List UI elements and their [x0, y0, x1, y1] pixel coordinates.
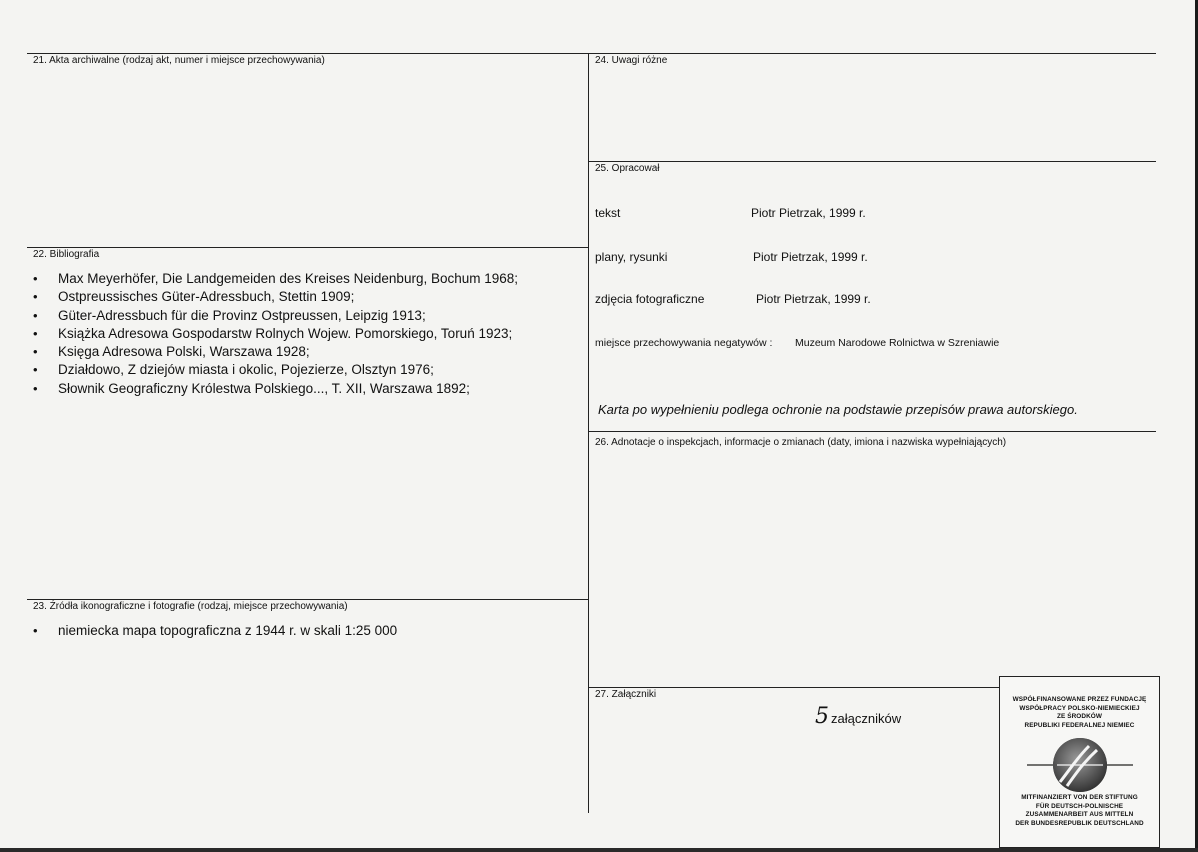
logo-bottom-line: MITFINANZIERT VON DER STIFTUNG — [1021, 794, 1138, 801]
rule-22 — [27, 247, 589, 248]
center-divider — [588, 53, 589, 813]
logo-top-line: WSPÓŁPRACY POLSKO-NIEMIECKIEJ — [1019, 704, 1140, 712]
list-item: • Księga Adresowa Polski, Warszawa 1928; — [32, 343, 518, 361]
rule-25 — [589, 161, 1156, 162]
logo-bottom-line: ZUSAMMENARBEIT AUS MITTELN — [1025, 811, 1134, 818]
author-row-text-value: Piotr Pietrzak, 1999 r. — [751, 206, 866, 220]
section-27-label: 27. Załączniki — [595, 689, 657, 700]
bibliography-list — [32, 270, 518, 398]
list-item: • niemiecka mapa topograficzna z 1944 r. w skali 1:25 000 — [32, 622, 397, 640]
section-24-label: 24. Uwagi różne — [595, 55, 668, 66]
negatives-label: miejsce przechowywania negatywów : — [595, 337, 773, 349]
copyright-note: Karta po wypełnieniu podlega ochronie na podstawie przepisów prawa autorskiego. — [598, 402, 1078, 417]
rule-23 — [27, 599, 589, 600]
logo-top-line: ZE ŚRODKÓW — [1056, 713, 1103, 720]
iconography-list — [32, 622, 397, 640]
top-rule — [27, 53, 1156, 54]
bridge-emblem-icon — [1027, 734, 1133, 796]
section-23-label: 23. Źródła ikonograficzne i fotografie (rodzaj, miejsce przechowywania) — [33, 601, 348, 612]
logo-top-line: REPUBLIKI FEDERALNEJ NIEMIEC — [1024, 721, 1135, 729]
section-22-label: 22. Bibliografia — [33, 249, 100, 260]
author-row-plans-key: plany, rysunki — [595, 250, 668, 264]
section-25-label: 25. Opracował — [595, 163, 660, 174]
list-item: • Książka Adresowa Gospodarstw Rolnych Wojew. Pomorskiego, Toruń 1923; — [32, 325, 518, 343]
rule-27 — [589, 687, 999, 688]
logo-top-line: WSPÓŁFINANSOWANE PRZEZ FUNDACJĘ — [1012, 696, 1147, 703]
list-item: • Max Meyerhöfer, Die Landgemeiden des Kreises Neidenburg, Bochum 1968; — [32, 270, 518, 288]
attachments-count: 5 — [815, 704, 829, 729]
section-26-label: 26. Adnotacje o inspekcjach, informacje o zmianach (daty, imiona i nazwiska wypełniających) — [595, 437, 1007, 448]
author-row-photos-value: Piotr Pietrzak, 1999 r. — [756, 292, 871, 306]
logo-bottom-line: FÜR DEUTSCH-POLNISCHE — [1035, 802, 1124, 810]
list-item: • Działdowo, Z dziejów miasta i okolic, Pojezierze, Olsztyn 1976; — [32, 361, 518, 379]
section-21-label: 21. Akta archiwalne (rodzaj akt, numer i miejsce przechowywania) — [33, 55, 325, 66]
author-row-plans-value: Piotr Pietrzak, 1999 r. — [753, 250, 868, 264]
author-row-photos-key: zdjęcia fotograficzne — [595, 292, 705, 306]
list-item: • Słownik Geograficzny Królestwa Polskiego..., T. XII, Warszawa 1892; — [32, 380, 518, 398]
scan-edge-bottom — [0, 848, 1198, 852]
list-item: • Güter-Adressbuch für die Provinz Ostpreussen, Leipzig 1913; — [32, 307, 518, 325]
logo-bottom-line: DER BUNDESREPUBLIK DEUTSCHLAND — [1015, 819, 1144, 827]
negatives-value: Muzeum Narodowe Rolnictwa w Szreniawie — [795, 337, 1000, 349]
rule-26 — [589, 431, 1156, 432]
list-item: • Ostpreussisches Güter-Adressbuch, Stettin 1909; — [32, 288, 518, 306]
author-row-text-key: tekst — [595, 206, 621, 220]
funding-logo — [999, 676, 1160, 848]
attachments-count-text: załączników — [831, 711, 902, 726]
